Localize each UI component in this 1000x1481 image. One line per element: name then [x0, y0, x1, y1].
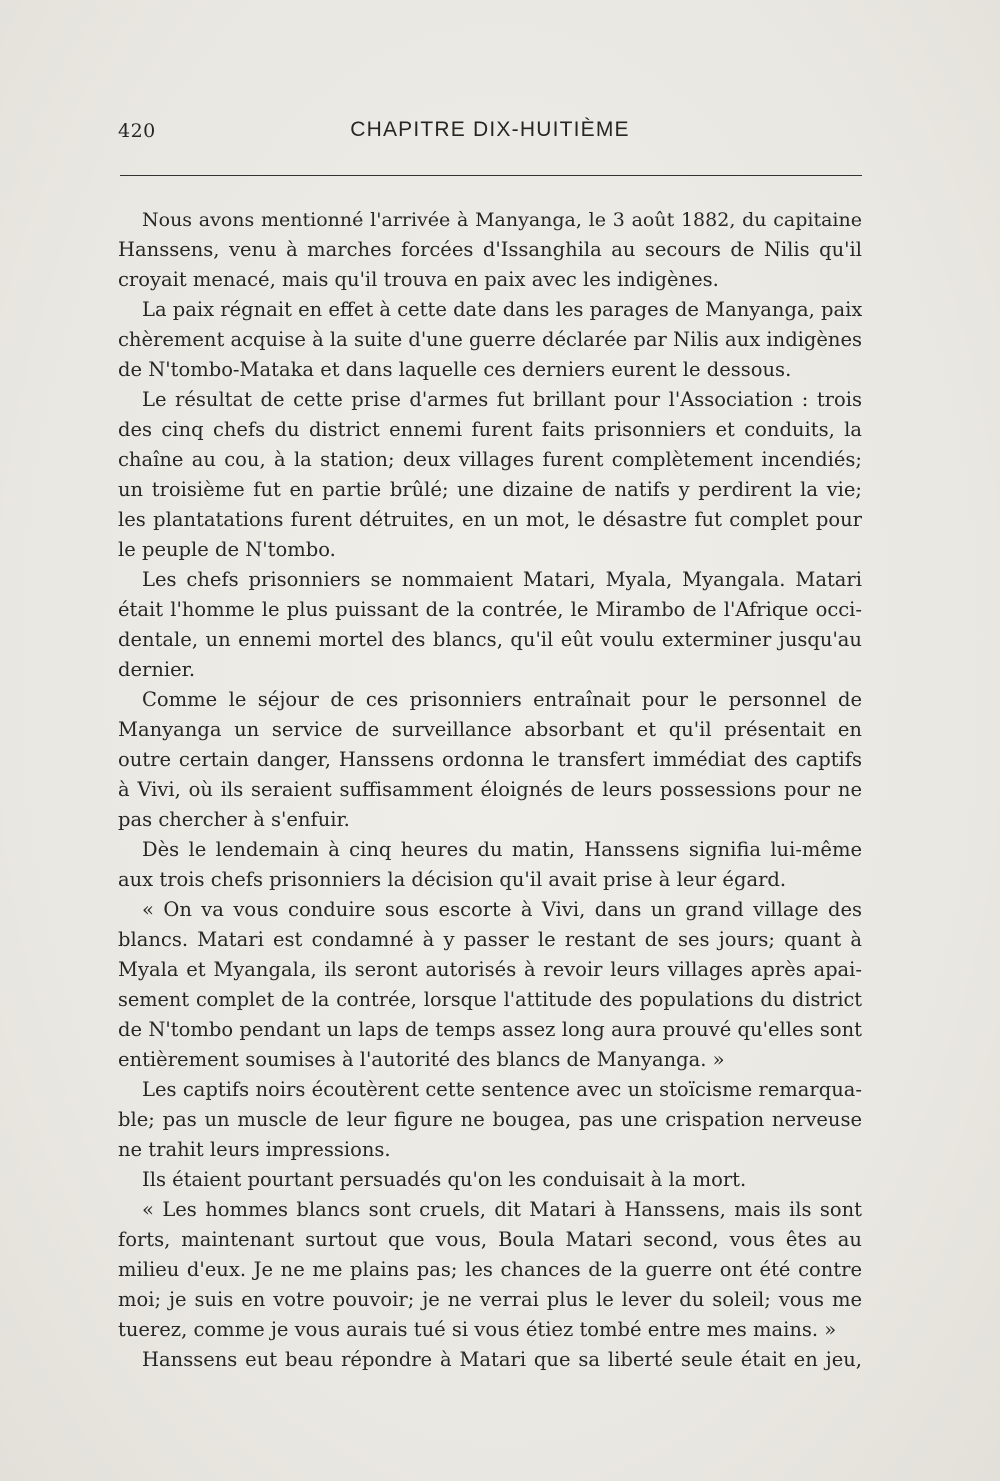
text-line: Les chefs prisonniers se nommaient Matari, Myala, Myangala. Matari: [142, 568, 862, 591]
body-text: [118, 205, 862, 1375]
text-line: aux trois chefs prisonniers la décision qu'il avait prise à leur égard.: [118, 868, 787, 891]
text-line: un troisième fut en partie brûlé; une dizaine de natifs y perdirent la vie;: [118, 478, 862, 501]
text-line: moi; je suis en votre pouvoir; je ne verrai plus le lever du soleil; vous me: [118, 1288, 862, 1311]
text-line: tuerez, comme je vous aurais tué si vous étiez tombé entre mes mains. »: [118, 1318, 837, 1341]
text-line: dernier.: [118, 658, 196, 681]
text-line: Le résultat de cette prise d'armes fut brillant pour l'Association : trois: [142, 388, 862, 411]
text-line: « On va vous conduire sous escorte à Vivi, dans un grand village des: [142, 898, 862, 921]
text-line: « Les hommes blancs sont cruels, dit Matari à Hanssens, mais ils sont: [142, 1198, 862, 1221]
text-line: blancs. Matari est condamné à y passer le restant de ses jours; quant à: [118, 928, 862, 951]
text-line: chaîne au cou, à la station; deux villages furent complètement incendiés;: [118, 448, 862, 471]
text-line: Les captifs noirs écoutèrent cette sentence avec un stoïcisme remarqua-: [142, 1078, 862, 1101]
text-line: Nous avons mentionné l'arrivée à Manyanga, le 3 août 1882, du capitaine: [142, 209, 862, 231]
text-line: dentale, un ennemi mortel des blancs, qu'il eût voulu exterminer jusqu'au: [118, 628, 862, 651]
text-line: Hanssens eut beau répondre à Matari que sa liberté seule était en jeu,: [142, 1348, 862, 1371]
text-line: des cinq chefs du district ennemi furent faits prisonniers et conduits, la: [118, 418, 862, 441]
text-line: à Vivi, où ils seraient suffisamment éloignés de leurs possessions pour ne: [118, 778, 862, 801]
header-rule: [120, 175, 862, 176]
text-line: chèrement acquise à la suite d'une guerre déclarée par Nilis aux indigènes: [118, 328, 862, 351]
text-line: Comme le séjour de ces prisonniers entraînait pour le personnel de: [142, 688, 862, 711]
text-line: croyait menacé, mais qu'il trouva en paix avec les indigènes.: [118, 268, 719, 291]
text-line: était l'homme le plus puissant de la contrée, le Mirambo de l'Afrique occi-: [118, 598, 862, 621]
text-line: ble; pas un muscle de leur figure ne bougea, pas une crispation nerveuse: [118, 1108, 862, 1131]
text-line: Manyanga un service de surveillance absorbant et qu'il présentait en: [118, 718, 862, 741]
text-line: outre certain danger, Hanssens ordonna le transfert immédiat des captifs: [118, 748, 862, 771]
text-line: Myala et Myangala, ils seront autorisés à revoir leurs villages après apai-: [118, 958, 862, 981]
text-line: le peuple de N'tombo.: [118, 538, 336, 561]
text-line: La paix régnait en effet à cette date dans les parages de Manyanga, paix: [142, 298, 862, 321]
text-line: pas chercher à s'enfuir.: [118, 808, 350, 831]
page-number: 420: [118, 120, 156, 142]
text-line: forts, maintenant surtout que vous, Boula Matari second, vous êtes au: [118, 1228, 862, 1251]
text-line: entièrement soumises à l'autorité des blancs de Manyanga. »: [118, 1048, 725, 1071]
text-line: les plantatations furent détruites, en un mot, le désastre fut complet pour: [118, 508, 862, 531]
text-line: Dès le lendemain à cinq heures du matin, Hanssens signifia lui-même: [142, 838, 862, 861]
text-line: milieu d'eux. Je ne me plains pas; les chances de la guerre ont été contre: [118, 1258, 862, 1281]
text-line: de N'tombo pendant un laps de temps assez long aura prouvé qu'elles sont: [118, 1018, 862, 1041]
text-line: sement complet de la contrée, lorsque l'attitude des populations du district: [118, 988, 862, 1011]
text-line: ne trahit leurs impressions.: [118, 1138, 391, 1161]
text-line: Ils étaient pourtant persuadés qu'on les conduisait à la mort.: [142, 1168, 747, 1191]
text-line: Hanssens, venu à marches forcées d'Issanghila au secours de Nilis qu'il: [118, 238, 862, 261]
page-header: [118, 120, 862, 150]
text-line: de N'tombo-Mataka et dans laquelle ces derniers eurent le dessous.: [118, 358, 792, 381]
running-head: CHAPITRE DIX-HUITIÈME: [350, 118, 630, 141]
